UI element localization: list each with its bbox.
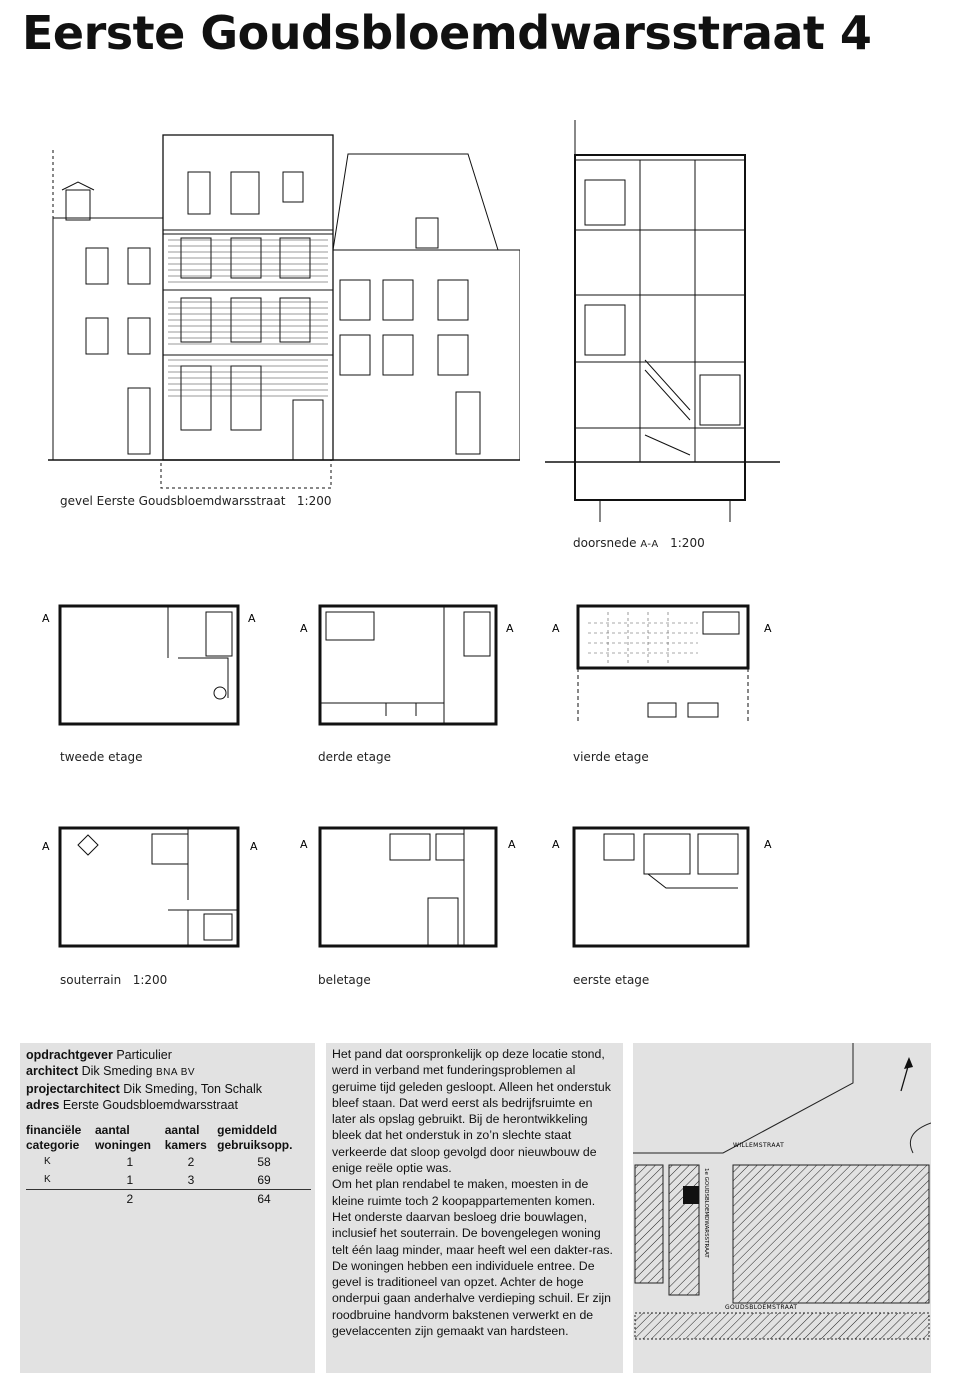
- col-room-count: aantal kamers: [164, 1123, 207, 1152]
- project-site-marker: [683, 1186, 699, 1204]
- plan-derde-etage: [296, 598, 521, 733]
- units-table: [26, 1123, 311, 1208]
- architect-value: Dik Smeding: [81, 1064, 153, 1078]
- location-map: [633, 1043, 931, 1373]
- col-average-area: gemiddeld gebruiksopp.: [217, 1123, 293, 1152]
- location-map-panel: [633, 1043, 931, 1373]
- section-drawing: [540, 110, 790, 530]
- address-value: Eerste Goudsbloemdwarsstraat: [62, 1098, 238, 1112]
- section-mark-left: A: [552, 622, 560, 635]
- section-mark-right: A: [250, 840, 258, 853]
- north-arrow-icon: [901, 1057, 913, 1091]
- souterrain-caption-text: souterrain: [60, 973, 122, 987]
- table-row: K 1 2 58: [44, 1155, 271, 1169]
- col-financial-category: financiële categorie: [26, 1123, 82, 1152]
- description-paragraph: Het pand dat oorspronkelijk op deze locatie stond, werd in verband met funderingsproblemen al geruime tijd geleden gesloopt. Alleen het onderstuk bleef staan. Dat werd eerst als bedrijfsruimte en later als opslag gebruikt. Bij de herontwikkeling bleek dat het onderstuk in zo’n slechte staat verkeerde dat sloop gevolgd door nieuwbouw de enige reële optie was.: [332, 1047, 611, 1176]
- project-architect-line: [26, 1081, 309, 1097]
- section-caption-text: doorsnede: [573, 536, 637, 550]
- plan-souterrain: [38, 820, 263, 955]
- map-label-goudsbloemstraat: GOUDSBLOEMSTRAAT: [725, 1304, 798, 1311]
- section-caption: [573, 536, 705, 550]
- section-caption-mark: A-A: [640, 539, 659, 550]
- project-info-panel: [20, 1043, 315, 1373]
- project-architect-label: projectarchitect: [26, 1082, 120, 1096]
- plan-eerste-etage: [548, 820, 773, 955]
- page-title: Eerste Goudsbloemdwarsstraat 4: [22, 6, 872, 60]
- plan-tweede-etage: [38, 598, 263, 733]
- address-line: [26, 1097, 309, 1113]
- souterrain-caption-scale: 1:200: [132, 973, 168, 987]
- plan-vierde-etage: [548, 598, 773, 733]
- section-mark-left: A: [300, 622, 308, 635]
- facade-elevation-drawing: [48, 130, 520, 490]
- souterrain-caption: [60, 973, 167, 987]
- architect-line: [26, 1063, 309, 1081]
- architect-suffix: BNA BV: [155, 1067, 196, 1078]
- client-value: Particulier: [116, 1048, 172, 1062]
- description-panel: [326, 1043, 623, 1373]
- section-mark-right: A: [764, 838, 772, 851]
- plan-beletage: [296, 820, 521, 955]
- section-caption-scale: 1:200: [670, 536, 705, 550]
- facade-caption-scale: 1:200: [296, 494, 332, 508]
- client-label: opdrachtgever: [26, 1048, 113, 1062]
- section-mark-left: A: [300, 838, 308, 851]
- caption-beletage: beletage: [318, 973, 371, 987]
- section-mark-right: A: [508, 838, 516, 851]
- caption-eerste-etage: eerste etage: [573, 973, 650, 987]
- client-line: [26, 1047, 309, 1063]
- facade-caption: [60, 494, 332, 508]
- section-mark-left: A: [42, 840, 50, 853]
- units-table-header: [26, 1123, 311, 1153]
- section-mark-right: A: [248, 612, 256, 625]
- facade-caption-text: gevel Eerste Goudsbloemdwarsstraat: [60, 494, 286, 508]
- address-label: adres: [26, 1098, 60, 1112]
- project-architect-value: Dik Smeding, Ton Schalk: [123, 1082, 262, 1096]
- table-total-row: 2 64: [26, 1190, 311, 1209]
- section-mark-left: A: [42, 612, 50, 625]
- section-mark-right: A: [506, 622, 514, 635]
- map-label-willemstraat: WILLEMSTRAAT: [733, 1142, 785, 1149]
- caption-derde-etage: derde etage: [318, 750, 391, 764]
- description-paragraph: Om het plan rendabel te maken, moesten in de kleine ruimte toch 2 koopappartementen komen. Het onderste daarvan besloeg drie bouwlagen, inclusief het souterrain. De bovengelegen woning telt één laag minder, maar heeft wel een dakter-ras. De woningen hebben een individuele entree. De gevel is traditioneel van opzet. Achter de hoge onderpui gaan anderhalve verdieping schuil. Er zijn roodbruine handvorm bakstenen verwerkt en de gevelaccenten zijn gemaakt van hardsteen.: [332, 1177, 613, 1339]
- caption-vierde-etage: vierde etage: [573, 750, 649, 764]
- col-dwelling-count: aantal woningen: [94, 1123, 151, 1152]
- section-mark-right: A: [764, 622, 772, 635]
- caption-tweede-etage: tweede etage: [60, 750, 143, 764]
- table-row: K 1 3 69: [44, 1173, 271, 1187]
- map-label-goudsbloemdwarsstraat: 1e GOUDSBLOEMDWARSSTRAAT: [703, 1168, 709, 1258]
- architect-label: architect: [26, 1064, 79, 1078]
- section-mark-left: A: [552, 838, 560, 851]
